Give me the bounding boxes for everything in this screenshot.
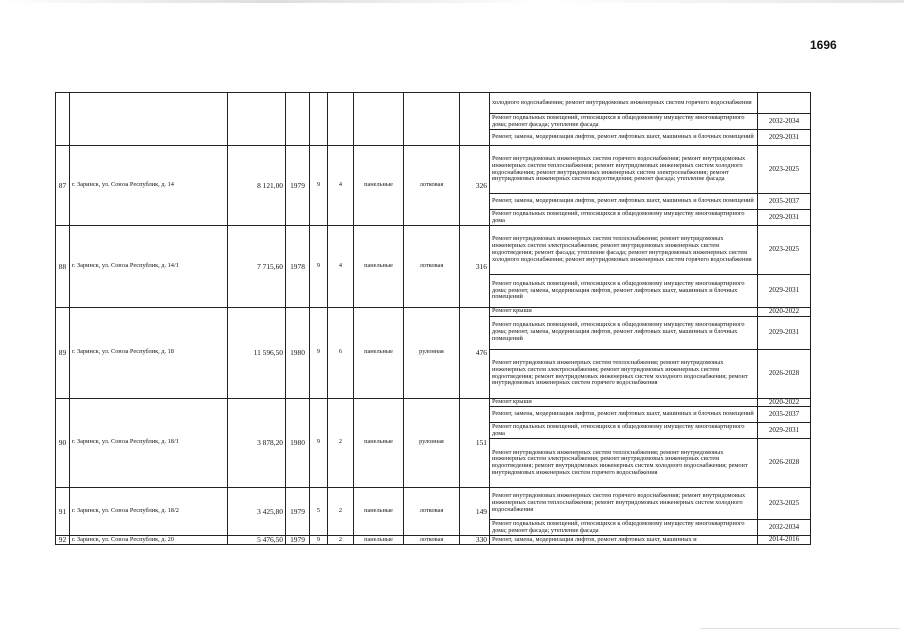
build-year-cell: 1980 [286, 398, 310, 488]
work-period-cell [758, 93, 811, 114]
work-type-cell: Ремонт подвальных помещений, относящихся к общедомовому имуществу многоквартирного дома; ремонт фасада; утепление фасада [490, 520, 758, 536]
work-period-cell: 2029-2031 [758, 316, 811, 349]
floors-count-cell: 9 [310, 146, 328, 226]
row-number-cell: 91 [56, 488, 70, 536]
table-row [56, 308, 811, 317]
entrances-count-cell: 4 [328, 146, 354, 226]
roof-type-cell [404, 93, 460, 146]
housing-repair-table [55, 92, 811, 545]
work-type-cell: Ремонт подвальных помещений, относящихся к общедомовому имуществу многоквартирного дома; ремонт, замена, модернизация лифтов, ремонт лифтовых шахт, машинных и блочных помещений [490, 275, 758, 308]
work-period-cell: 2023-2025 [758, 146, 811, 194]
roof-type-cell: лотковая [404, 146, 460, 226]
wall-material-cell: панельные [354, 226, 404, 308]
residents-count-cell: 330 [460, 536, 490, 545]
table-row [56, 536, 811, 545]
scan-edge-bottom [700, 628, 900, 629]
wall-material-cell [354, 93, 404, 146]
row-number-cell [56, 93, 70, 146]
build-year-cell: 1978 [286, 226, 310, 308]
wall-material-cell: панельные [354, 146, 404, 226]
work-type-cell: Ремонт внутридомовых инженерных систем горячего водоснабжения; ремонт внутридомовых инженерных систем теплоснабжения; ремонт внутридомовых инженерных систем холодного водоснабжения [490, 488, 758, 520]
row-number-cell: 88 [56, 226, 70, 308]
work-type-cell: Ремонт внутридомовых инженерных систем теплоснабжения; ремонт внутридомовых инженерных систем электроснабжения; ремонт внутридомовых инженерных систем водоотведения; ремонт внутридомовых инженерных систем холодного водоснабжения; ремонт внутридомовых инженерных систем горячего водоснабжения [490, 439, 758, 488]
floors-count-cell: 9 [310, 226, 328, 308]
table-row [56, 226, 811, 275]
scan-edge-top [0, 0, 904, 3]
work-period-cell: 2020-2022 [758, 308, 811, 317]
work-period-cell: 2035-2037 [758, 194, 811, 210]
total-area-cell: 8 121,00 [228, 146, 286, 226]
total-area-cell: 11 596,50 [228, 308, 286, 399]
work-type-cell: Ремонт крыши [490, 308, 758, 317]
work-period-cell: 2029-2031 [758, 423, 811, 439]
work-period-cell: 2014-2016 [758, 536, 811, 545]
work-period-cell: 2026-2028 [758, 439, 811, 488]
work-type-cell: Ремонт внутридомовых инженерных систем теплоснабжения; ремонт внутридомовых инженерных систем электроснабжения; ремонт внутридомовых инженерных систем водоотведения; ремонт внутридомовых инженерных систем холодного водоснабжения; ремонт внутридомовых инженерных систем горячего водоснабжения [490, 349, 758, 398]
wall-material-cell: панельные [354, 308, 404, 399]
row-number-cell: 90 [56, 398, 70, 488]
table-row [56, 398, 811, 407]
work-period-cell: 2032-2034 [758, 520, 811, 536]
roof-type-cell: рулонная [404, 308, 460, 399]
entrances-count-cell: 2 [328, 398, 354, 488]
work-type-cell: Ремонт подвальных помещений, относящихся к общедомовому имуществу многоквартирного дома; ремонт, замена, модернизация лифтов, ремонт лифтовых шахт, машинных и блочных помещений [490, 316, 758, 349]
work-period-cell: 2029-2031 [758, 210, 811, 226]
entrances-count-cell: 2 [328, 488, 354, 536]
residents-count-cell: 151 [460, 398, 490, 488]
address-cell: г. Заринск, ул. Союза Республик, д. 18 [70, 308, 228, 399]
table-row [56, 488, 811, 520]
table-row [56, 93, 811, 114]
floors-count-cell [310, 93, 328, 146]
address-cell: г. Заринск, ул. Союза Республик, д. 18/2 [70, 488, 228, 536]
address-cell: г. Заринск, ул. Союза Республик, д. 14/1 [70, 226, 228, 308]
roof-type-cell: лотковая [404, 536, 460, 545]
work-type-cell: Ремонт крыши [490, 398, 758, 407]
row-number-cell: 92 [56, 536, 70, 545]
page-number: 1696 [810, 38, 837, 52]
build-year-cell: 1979 [286, 488, 310, 536]
work-type-cell: Ремонт подвальных помещений, относящихся к общедомовому имуществу многоквартирного дома; ремонт фасада; утепление фасада [490, 114, 758, 130]
total-area-cell: 5 476,50 [228, 536, 286, 545]
wall-material-cell: панельные [354, 536, 404, 545]
total-area-cell: 3 878,20 [228, 398, 286, 488]
work-type-cell: Ремонт, замена, модернизация лифтов, ремонт лифтовых шахт, машинных и блочных помещений [490, 194, 758, 210]
total-area-cell: 7 715,60 [228, 226, 286, 308]
work-period-cell: 2029-2031 [758, 130, 811, 146]
address-cell: г. Заринск, ул. Союза Республик, д. 20 [70, 536, 228, 545]
row-number-cell: 87 [56, 146, 70, 226]
residents-count-cell: 316 [460, 226, 490, 308]
work-type-cell: Ремонт, замена, модернизация лифтов, ремонт лифтовых шахт, машинных и блочных помещений [490, 130, 758, 146]
floors-count-cell: 9 [310, 536, 328, 545]
work-type-cell: Ремонт, замена, модернизация лифтов, ремонт лифтовых шахт, машинных и блочных помещений [490, 407, 758, 423]
work-period-cell: 2023-2025 [758, 226, 811, 275]
work-type-cell: Ремонт внутридомовых инженерных систем горячего водоснабжения; ремонт внутридомовых инженерных систем теплоснабжения; ремонт внутридомовых инженерных систем холодного водоснабжения; ремонт внутридомовых инженерных систем электроснабжения; ремонт внутридомовых инженерных систем водоотведения; ремонт фасада; утепление фасада [490, 146, 758, 194]
work-period-cell: 2023-2025 [758, 488, 811, 520]
work-period-cell: 2020-2022 [758, 398, 811, 407]
total-area-cell [228, 93, 286, 146]
roof-type-cell: лотковая [404, 226, 460, 308]
residents-count-cell: 326 [460, 146, 490, 226]
entrances-count-cell: 6 [328, 308, 354, 399]
wall-material-cell: панельные [354, 488, 404, 536]
work-type-cell: Ремонт подвальных помещений, относящихся к общедомовому имуществу многоквартирного дома [490, 423, 758, 439]
work-period-cell: 2026-2028 [758, 349, 811, 398]
work-period-cell: 2029-2031 [758, 275, 811, 308]
floors-count-cell: 5 [310, 488, 328, 536]
entrances-count-cell: 4 [328, 226, 354, 308]
roof-type-cell: рулонная [404, 398, 460, 488]
build-year-cell: 1979 [286, 536, 310, 545]
floors-count-cell: 9 [310, 398, 328, 488]
roof-type-cell: лотковая [404, 488, 460, 536]
work-type-cell: Ремонт внутридомовых инженерных систем теплоснабжения; ремонт внутридомовых инженерных систем электроснабжения; ремонт внутридомовых инженерных систем водоотведения; ремонт фасада; утепление фасада; ремонт внутридомовых инженерных систем холодного водоснабжения; ремонт внутридомовых инженерных систем горячего водоснабжения [490, 226, 758, 275]
build-year-cell: 1979 [286, 146, 310, 226]
entrances-count-cell [328, 93, 354, 146]
address-cell [70, 93, 228, 146]
address-cell: г. Заринск, ул. Союза Республик, д. 14 [70, 146, 228, 226]
table-row [56, 146, 811, 194]
row-number-cell: 89 [56, 308, 70, 399]
residents-count-cell: 149 [460, 488, 490, 536]
work-type-cell: холодного водоснабжения; ремонт внутридомовых инженерных систем горячего водоснабжения [490, 93, 758, 114]
total-area-cell: 3 425,80 [228, 488, 286, 536]
build-year-cell [286, 93, 310, 146]
residents-count-cell [460, 93, 490, 146]
residents-count-cell: 476 [460, 308, 490, 399]
wall-material-cell: панельные [354, 398, 404, 488]
work-period-cell: 2032-2034 [758, 114, 811, 130]
work-period-cell: 2035-2037 [758, 407, 811, 423]
address-cell: г. Заринск, ул. Союза Республик, д. 18/1 [70, 398, 228, 488]
work-type-cell: Ремонт подвальных помещений, относящихся к общедомовому имуществу многоквартирного дома [490, 210, 758, 226]
build-year-cell: 1980 [286, 308, 310, 399]
floors-count-cell: 9 [310, 308, 328, 399]
entrances-count-cell: 2 [328, 536, 354, 545]
work-type-cell: Ремонт, замена, модернизация лифтов, ремонт лифтовых шахт, машинных и [490, 536, 758, 545]
